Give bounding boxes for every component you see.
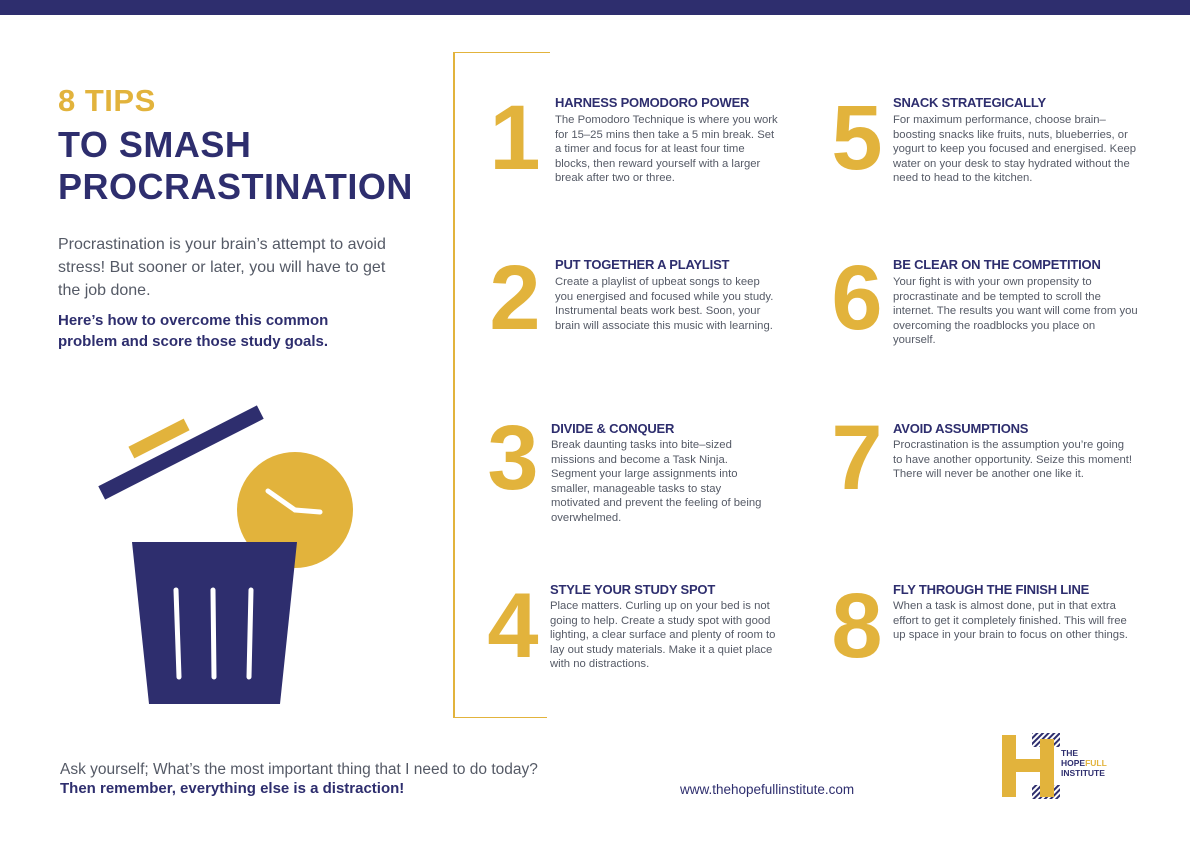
logo-line-2 [1061,758,1107,768]
tip-body: When a task is almost done, put in that extra effort to get it completely finished. This will free up space in your brain to focus on other things. [893,600,1128,642]
logo-h-bar [1002,759,1054,772]
tip-number: 4 [487,575,539,677]
tip-title: HARNESS POMODORO POWER [555,95,750,110]
divider-bottom [453,717,547,718]
tip-title: DIVIDE & CONQUER [551,421,675,436]
eyebrow-heading: 8 TIPS [58,83,156,118]
tip-body: Procrastination is the assumption you’re going to have another opportunity. Seize this moment! There will never be another one like it. [893,439,1133,481]
logo-full: FULL [1085,758,1107,768]
bin-slat-1 [176,590,179,677]
trash-bin-clock-illustration [90,395,370,715]
logo-wordmark [1061,748,1107,778]
tip-title: PUT TOGETHER A PLAYLIST [555,257,730,272]
tip-title: SNACK STRATEGICALLY [893,95,1046,110]
tip-body: Place matters. Curling up on your bed is not going to help. Create a study spot with good lighting, a clear surface and plenty of room to lay out study materials. Make it a quiet place with no distractions. [550,600,776,671]
clock-hand-minute [295,510,320,512]
bin-slat-2 [213,590,214,677]
tip-title: STYLE YOUR STUDY SPOT [550,582,716,597]
tip-title: BE CLEAR ON THE COMPETITION [893,257,1101,272]
tip-body: Create a playlist of upbeat songs to keep you energised and focused while you study. Instrumental beats work best. Soon, your brain will associate this music with learning. [555,276,774,332]
top-bar [0,0,1190,15]
tip-body: Break daunting tasks into bite–sized missions and become a Task Ninja. Segment your large assignments into smaller, manageable tasks to stay motivated and prevent the feeling of being overwhelmed. [551,439,762,524]
tip-body: Your fight is with your own propensity to procrastinate and be tempted to scroll the internet. The results you want will come from you overcoming the roadblocks you place on yourself. [893,276,1138,347]
tip-title: AVOID ASSUMPTIONS [893,421,1029,436]
logo-line-3: INSTITUTE [1061,768,1105,778]
divider-top [453,52,550,53]
tip-number: 8 [831,575,883,677]
tip-body: The Pomodoro Technique is where you work for 15–25 mins then take a 5 min break. Set a timer and focus for at least four time blocks, then reward yourself with a larger break after two or three. [555,114,778,185]
website-link[interactable]: www.thehopefullinstitute.com [680,782,855,797]
tip-number: 6 [831,247,883,349]
divider-vertical [453,52,455,717]
page-title [58,124,438,208]
intro-bold-text: Here’s how to overcome this common problem and score those study goals. [58,312,329,350]
footer-remember: Then remember, everything else is a distraction! [60,780,405,797]
tip-number: 5 [831,87,883,189]
bin-lid [98,405,263,499]
tip-number: 2 [489,247,541,349]
tip-title: FLY THROUGH THE FINISH LINE [893,582,1090,597]
intro-text: Procrastination is your brain’s attempt to avoid stress! But sooner or later, you will have to get the job done. [58,236,386,299]
title-line-1: TO SMASH [58,124,252,165]
tip-number: 1 [489,87,541,189]
logo-line-1: THE [1061,748,1078,758]
title-line-2: PROCRASTINATION [58,166,413,207]
tip-body: For maximum performance, choose brain–boosting snacks like fruits, nuts, blueberries, or yogurt to keep you focused and energised. Keep water on your desk to stay hydrated without the need to head to the kitchen. [893,114,1137,185]
bin-slat-3 [249,590,251,677]
tip-number: 3 [487,407,539,509]
footer-question: Ask yourself; What’s the most important thing that I need to do today? [60,761,538,778]
tip-number: 7 [831,407,883,509]
logo-hope: HOPE [1061,758,1086,768]
